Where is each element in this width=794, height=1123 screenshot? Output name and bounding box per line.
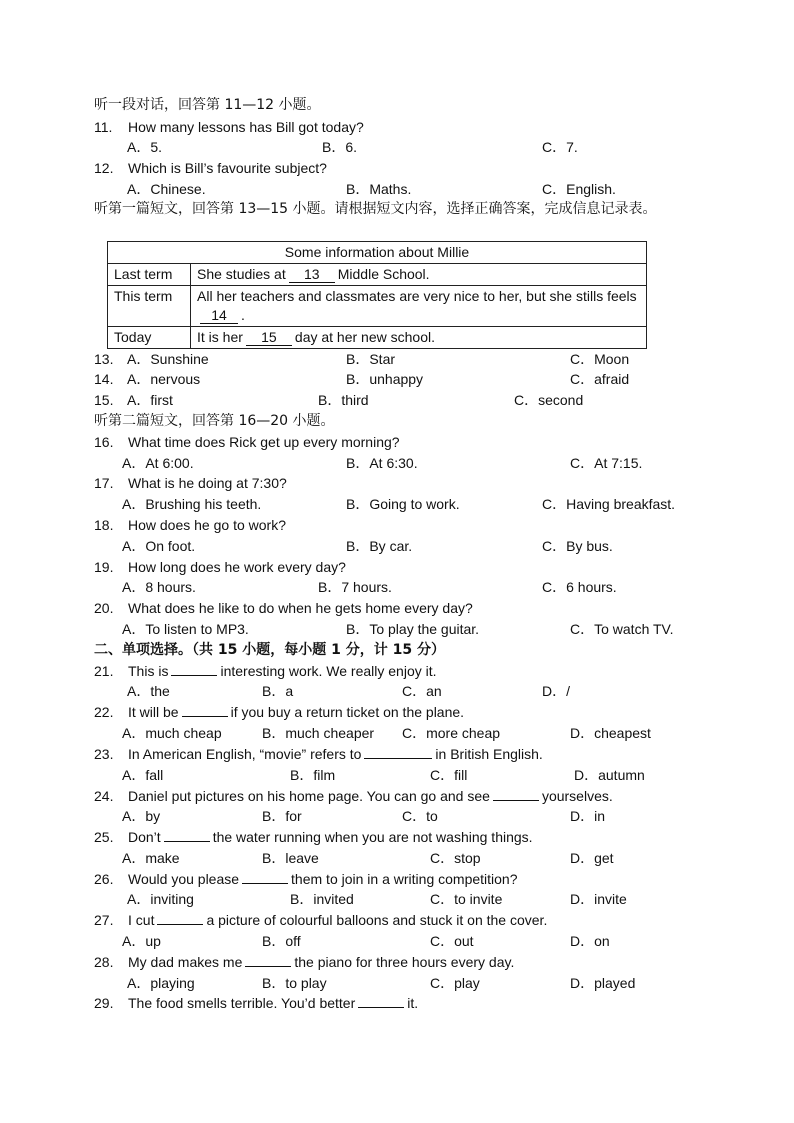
- q13-option-b[interactable]: B．Star: [346, 351, 396, 367]
- q22-option-b[interactable]: B．much cheaper: [262, 725, 375, 741]
- row-text: All her teachers and classmates are very nice to her, but she stills feels: [197, 288, 637, 304]
- question-number: 15.: [94, 392, 114, 408]
- question-text-pre: I cut: [128, 912, 155, 928]
- question-18: [94, 516, 286, 534]
- q26-option-b[interactable]: B．invited: [290, 891, 354, 907]
- table-title: Some information about Millie: [108, 242, 647, 264]
- q20-option-c[interactable]: C．To watch TV.: [570, 621, 674, 637]
- q21-option-b[interactable]: B．a: [262, 683, 294, 699]
- q22-option-c[interactable]: C．more cheap: [402, 725, 501, 741]
- question-19: [94, 558, 346, 576]
- q28-option-d[interactable]: D．played: [570, 975, 636, 991]
- question-text-post: yourselves.: [541, 788, 613, 804]
- question-16: [94, 433, 400, 451]
- q18-option-a[interactable]: A．On foot.: [122, 538, 196, 554]
- question-number: 23.: [94, 746, 114, 762]
- q25-option-d[interactable]: D．get: [570, 850, 614, 866]
- q17-option-c[interactable]: C．Having breakfast.: [542, 496, 676, 512]
- question-text-pre: It will be: [128, 704, 179, 720]
- answer-blank-13[interactable]: 13: [289, 267, 335, 283]
- q12-option-c[interactable]: C．English.: [542, 181, 616, 197]
- answer-blank[interactable]: [358, 994, 404, 1008]
- q22-option-d[interactable]: D．cheapest: [570, 725, 651, 741]
- question-text: What does he like to do when he gets home every day?: [128, 600, 473, 616]
- q14-option-b[interactable]: B．unhappy: [346, 371, 424, 387]
- q28-option-a[interactable]: A．playing: [127, 975, 195, 991]
- row-text: It is her: [197, 329, 243, 345]
- q12-option-b[interactable]: B．Maths.: [346, 181, 412, 197]
- q19-option-a[interactable]: A．8 hours.: [122, 579, 196, 595]
- answer-blank[interactable]: [157, 911, 203, 925]
- question-number: 21.: [94, 663, 114, 679]
- q20-option-a[interactable]: A．To listen to MP3.: [122, 621, 249, 637]
- question-number: 16.: [94, 434, 114, 450]
- question-14: [94, 370, 128, 388]
- question-text-post: them to join in a writing competition?: [291, 871, 518, 887]
- q20-option-b[interactable]: B．To play the guitar.: [346, 621, 480, 637]
- question-number: 25.: [94, 829, 114, 845]
- answer-blank-15[interactable]: 15: [246, 330, 292, 346]
- question-number: 28.: [94, 954, 114, 970]
- question-23: [94, 745, 543, 763]
- question-13: [94, 350, 128, 368]
- q27-option-a[interactable]: A．up: [122, 933, 161, 949]
- question-24: [94, 787, 613, 805]
- q11-option-b[interactable]: B．6.: [322, 139, 358, 155]
- q21-option-d[interactable]: D．/: [542, 683, 570, 699]
- section-heading-single-choice: 二、单项选择。（共 15 小题，每小题 1 分，计 15 分）: [94, 642, 445, 658]
- q27-option-d[interactable]: D．on: [570, 933, 610, 949]
- answer-blank[interactable]: [182, 703, 228, 717]
- q19-option-c[interactable]: C．6 hours.: [542, 579, 617, 595]
- question-20: [94, 599, 473, 617]
- row-label-this-term: This term: [108, 286, 191, 327]
- q13-option-c[interactable]: C．Moon: [570, 351, 630, 367]
- question-number: 20.: [94, 600, 114, 616]
- q15-option-a[interactable]: A．first: [127, 392, 173, 408]
- question-number: 19.: [94, 559, 114, 575]
- answer-blank[interactable]: [493, 787, 539, 801]
- question-12: [94, 159, 327, 177]
- answer-blank[interactable]: [245, 953, 291, 967]
- question-15: [94, 391, 128, 409]
- question-text-pre: Would you please: [128, 871, 240, 887]
- row-text: Middle School.: [337, 266, 430, 282]
- question-number: 11.: [94, 119, 113, 135]
- section-heading-dialogue: 听一段对话，回答第 11—12 小题。: [94, 97, 321, 113]
- q25-option-a[interactable]: A．make: [122, 850, 180, 866]
- question-text: What is he doing at 7:30?: [128, 475, 287, 491]
- section-heading-passage2: 听第二篇短文，回答第 16—20 小题。: [94, 413, 335, 429]
- question-text-post: in British English.: [435, 746, 543, 762]
- section-heading-passage1: 听第一篇短文，回答第 13—15 小题。请根据短文内容，选择正确答案，完成信息记录表。: [94, 201, 657, 217]
- question-number: 12.: [94, 160, 114, 176]
- q23-option-a[interactable]: A．fall: [122, 767, 164, 783]
- q22-option-a[interactable]: A．much cheap: [122, 725, 222, 741]
- q23-option-c[interactable]: C．fill: [430, 767, 468, 783]
- q18-option-b[interactable]: B．By car.: [346, 538, 413, 554]
- question-text-pre: In American English, “movie” refers to: [128, 746, 362, 762]
- question-number: 29.: [94, 995, 114, 1011]
- q12-option-a[interactable]: A．Chinese.: [127, 181, 206, 197]
- question-number: 26.: [94, 871, 114, 887]
- q21-option-c[interactable]: C．an: [402, 683, 442, 699]
- q25-option-b[interactable]: B．leave: [262, 850, 319, 866]
- row-text: day at her new school.: [294, 329, 435, 345]
- q24-option-b[interactable]: B．for: [262, 808, 302, 824]
- row-content-today: [191, 327, 647, 349]
- question-27: [94, 911, 547, 929]
- info-record-table: [107, 241, 647, 349]
- q16-option-a[interactable]: A．At 6:00.: [122, 455, 194, 471]
- q14-option-a[interactable]: A．nervous: [127, 371, 201, 387]
- q15-option-c[interactable]: C．second: [514, 392, 584, 408]
- question-text-pre: Don’t: [128, 829, 161, 845]
- q26-option-d[interactable]: D．invite: [570, 891, 627, 907]
- question-text-post: the piano for three hours every day.: [294, 954, 515, 970]
- question-text: How many lessons has Bill got today?: [128, 119, 364, 135]
- q13-option-a[interactable]: A．Sunshine: [127, 351, 209, 367]
- question-11: [94, 118, 364, 136]
- q19-option-b[interactable]: B．7 hours.: [318, 579, 392, 595]
- answer-blank[interactable]: [364, 745, 432, 759]
- q18-option-c[interactable]: C．By bus.: [542, 538, 613, 554]
- q23-option-b[interactable]: B．film: [290, 767, 336, 783]
- q26-option-c[interactable]: C．to invite: [430, 891, 503, 907]
- question-number: 24.: [94, 788, 114, 804]
- question-28: [94, 953, 514, 971]
- q27-option-b[interactable]: B．off: [262, 933, 301, 949]
- question-25: [94, 828, 533, 846]
- q28-option-b[interactable]: B．to play: [262, 975, 327, 991]
- question-number: 18.: [94, 517, 114, 533]
- q24-option-a[interactable]: A．by: [122, 808, 161, 824]
- question-text-post: a picture of colourful balloons and stuck it on the cover.: [206, 912, 548, 928]
- question-text-post: the water running when you are not washing things.: [212, 829, 533, 845]
- q28-option-c[interactable]: C．play: [430, 975, 480, 991]
- row-text: .: [241, 307, 245, 323]
- q16-option-c[interactable]: C．At 7:15.: [570, 455, 643, 471]
- question-text-pre: The food smells terrible. You’d better: [128, 995, 356, 1011]
- row-label-last-term: Last term: [108, 264, 191, 286]
- q27-option-c[interactable]: C．out: [430, 933, 474, 949]
- row-label-today: Today: [108, 327, 191, 349]
- q23-option-d[interactable]: D．autumn: [574, 767, 645, 783]
- row-text: She studies at: [197, 266, 286, 282]
- q17-option-b[interactable]: B．Going to work.: [346, 496, 460, 512]
- q15-option-b[interactable]: B．third: [318, 392, 369, 408]
- q16-option-b[interactable]: B．At 6:30.: [346, 455, 418, 471]
- row-content-last-term: [191, 264, 647, 286]
- question-text-post: if you buy a return ticket on the plane.: [230, 704, 465, 720]
- q17-option-a[interactable]: A．Brushing his teeth.: [122, 496, 262, 512]
- question-text: Which is Bill’s favourite subject?: [128, 160, 327, 176]
- question-text: How long does he work every day?: [128, 559, 346, 575]
- q25-option-c[interactable]: C．stop: [430, 850, 481, 866]
- answer-blank[interactable]: [171, 662, 217, 676]
- answer-blank-14[interactable]: 14: [200, 308, 238, 324]
- row-content-this-term: [191, 286, 647, 327]
- question-17: [94, 474, 287, 492]
- question-number: 14.: [94, 371, 114, 387]
- q11-option-a[interactable]: A．5.: [127, 139, 163, 155]
- q14-option-c[interactable]: C．afraid: [570, 371, 630, 387]
- question-21: [94, 662, 437, 680]
- answer-blank[interactable]: [164, 828, 210, 842]
- q11-option-c[interactable]: C．7.: [542, 139, 578, 155]
- q24-option-c[interactable]: C．to: [402, 808, 438, 824]
- question-text-post: it.: [407, 995, 419, 1011]
- q24-option-d[interactable]: D．in: [570, 808, 606, 824]
- question-number: 17.: [94, 475, 114, 491]
- question-number: 22.: [94, 704, 114, 720]
- question-29: [94, 994, 418, 1012]
- question-text-pre: This is: [128, 663, 169, 679]
- q26-option-a[interactable]: A．inviting: [127, 891, 194, 907]
- answer-blank[interactable]: [242, 870, 288, 884]
- question-number: 27.: [94, 912, 114, 928]
- q21-option-a[interactable]: A．the: [127, 683, 170, 699]
- question-text-pre: Daniel put pictures on his home page. You can go and see: [128, 788, 490, 804]
- question-text-post: interesting work. We really enjoy it.: [220, 663, 437, 679]
- question-22: [94, 703, 464, 721]
- question-text: How does he go to work?: [128, 517, 286, 533]
- question-text: What time does Rick get up every morning?: [128, 434, 400, 450]
- question-text-pre: My dad makes me: [128, 954, 243, 970]
- question-26: [94, 870, 518, 888]
- question-number: 13.: [94, 351, 114, 367]
